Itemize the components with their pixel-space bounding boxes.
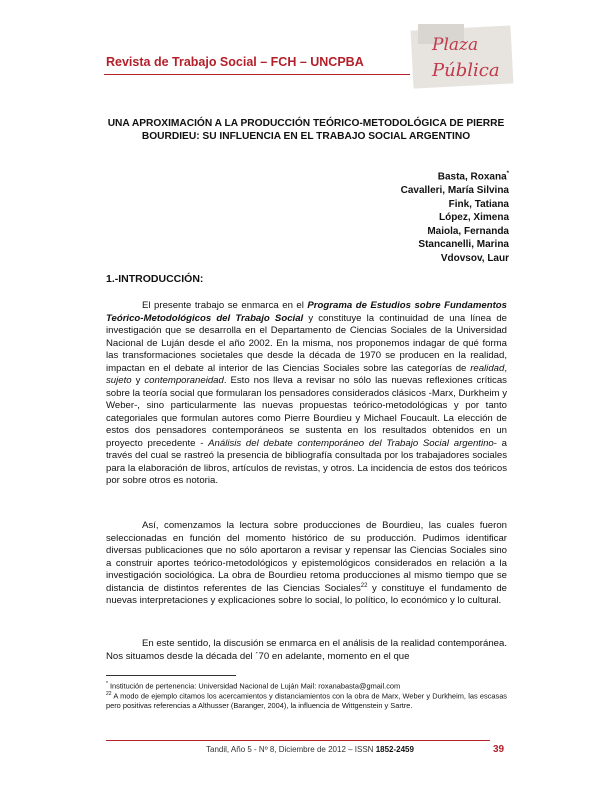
- journal-title: Revista de Trabajo Social – FCH – UNCPBA: [106, 55, 364, 69]
- author-name: Stancanelli, Marina: [418, 239, 509, 251]
- footer-citation: Tandil, Año 5 - Nº 8, Diciembre de 2012 – ISSN 1852-2459: [206, 745, 414, 754]
- author-name: Fink, Tatiana: [448, 198, 509, 210]
- footnote-ref[interactable]: 22: [360, 582, 368, 589]
- author-footnote-mark: *: [506, 171, 509, 177]
- author-name: Basta, Roxana*: [437, 171, 509, 183]
- paragraph-2: Así, comenzamos la lectura sobre producciones de Bourdieu, las cuales fueron seleccionadas en función del momento histórico de su producción. Pudimos identificar diversas publicaciones que no sólo aportaron a revisar y repensar las Ciencias Sociales sino a construir aportes teórico-metodológicos y epistemológicos considerados en relación a la investigación sociológica. La obra de Bourdieu retoma producciones al mismo tiempo que se distancia de distintos referentes de las Ciencias Sociales$^{22}$ y constituye el fundamento de nuevas interpretaciones y explicaciones sobre lo social, lo político, lo económico y lo cultural.: [106, 520, 507, 606]
- header-rule: [104, 74, 410, 75]
- page-number: 39: [493, 744, 505, 755]
- author-list: [401, 168, 509, 265]
- section-heading: 1.-INTRODUCCIÓN:: [106, 273, 204, 285]
- plaza-publica-logo: [410, 20, 515, 90]
- author-name: Maiola, Fernanda: [427, 225, 509, 237]
- logo-line2: Pública: [432, 60, 500, 81]
- article-title: UNA APROXIMACIÓN A LA PRODUCCIÓN TEÓRICO-METODOLÓGICA DE PIERRE BOURDIEU: SU INFLUENCIA EN EL TRABAJO SOCIAL ARGENTINO: [107, 118, 505, 142]
- footnote-rule: [106, 675, 236, 676]
- author-name: Cavalleri, María Silvina: [400, 184, 509, 196]
- footnote-1: * Institución de pertenencia: Universidad Nacional de Luján Mail: roxanabasta@gmail.com: [106, 681, 401, 691]
- logo-line1: Plaza: [432, 35, 479, 55]
- author-name: López, Ximena: [438, 212, 509, 224]
- paragraph-1: El presente trabajo se enmarca en el Programa de Estudios sobre Fundamentos Teórico-Metodológicos del Trabajo Social y constituye la continuidad de una línea de investigación que se desarrolla en el Departamento de Ciencias Sociales de la Universidad Nacional de Luján desde el año 2002. En la misma, nos proponemos indagar de qué forma las transformaciones societales que desde la década de 1970 se producen en la realidad, impactan en el debate al interior de las Ciencias Sociales sobre las categorías de realidad, sujeto y contemporaneidad. Esto nos lleva a revisar no sólo las nuevas reflexiones críticas sobre la teoría social que formularan los pensadores considerados clásicos -Marx, Durkheim y Weber-, sino particularmente las nuevas propuestas teórico-metodológicas y por tanto categoriales que formulan autores como Pierre Bourdieu y Michael Foucault. La elección de estos dos pensadores contemporáneos se sustenta en los resultados obtenidos en un proyecto precedente - Análisis del debate contemporáneo del Trabajo Social argentino- a través del cual se rastreó la presencia de bibliografía consultada por los trabajadores sociales para la elaboración de libros, artículos de revistas, y otros. La incidencia de estos dos teóricos por sobre otros es notoria.: [106, 300, 507, 486]
- author-name: Vdovsov, Laur: [440, 252, 509, 264]
- paragraph-3: En este sentido, la discusión se enmarca en el análisis de la realidad contemporánea. Nos situamos desde la década del ´70 en adelante, momento en el que: [106, 638, 507, 662]
- footer-rule: [106, 740, 490, 741]
- footnote-22: $^{22}$ A modo de ejemplo citamos los acercamientos y distanciamientos con la obra de Marx, Weber y Durkheim, las escasas pero positivas referencias a Althusser (Baranger, 2004), la influencia de Wittgenstein y Sartre.: [106, 691, 507, 711]
